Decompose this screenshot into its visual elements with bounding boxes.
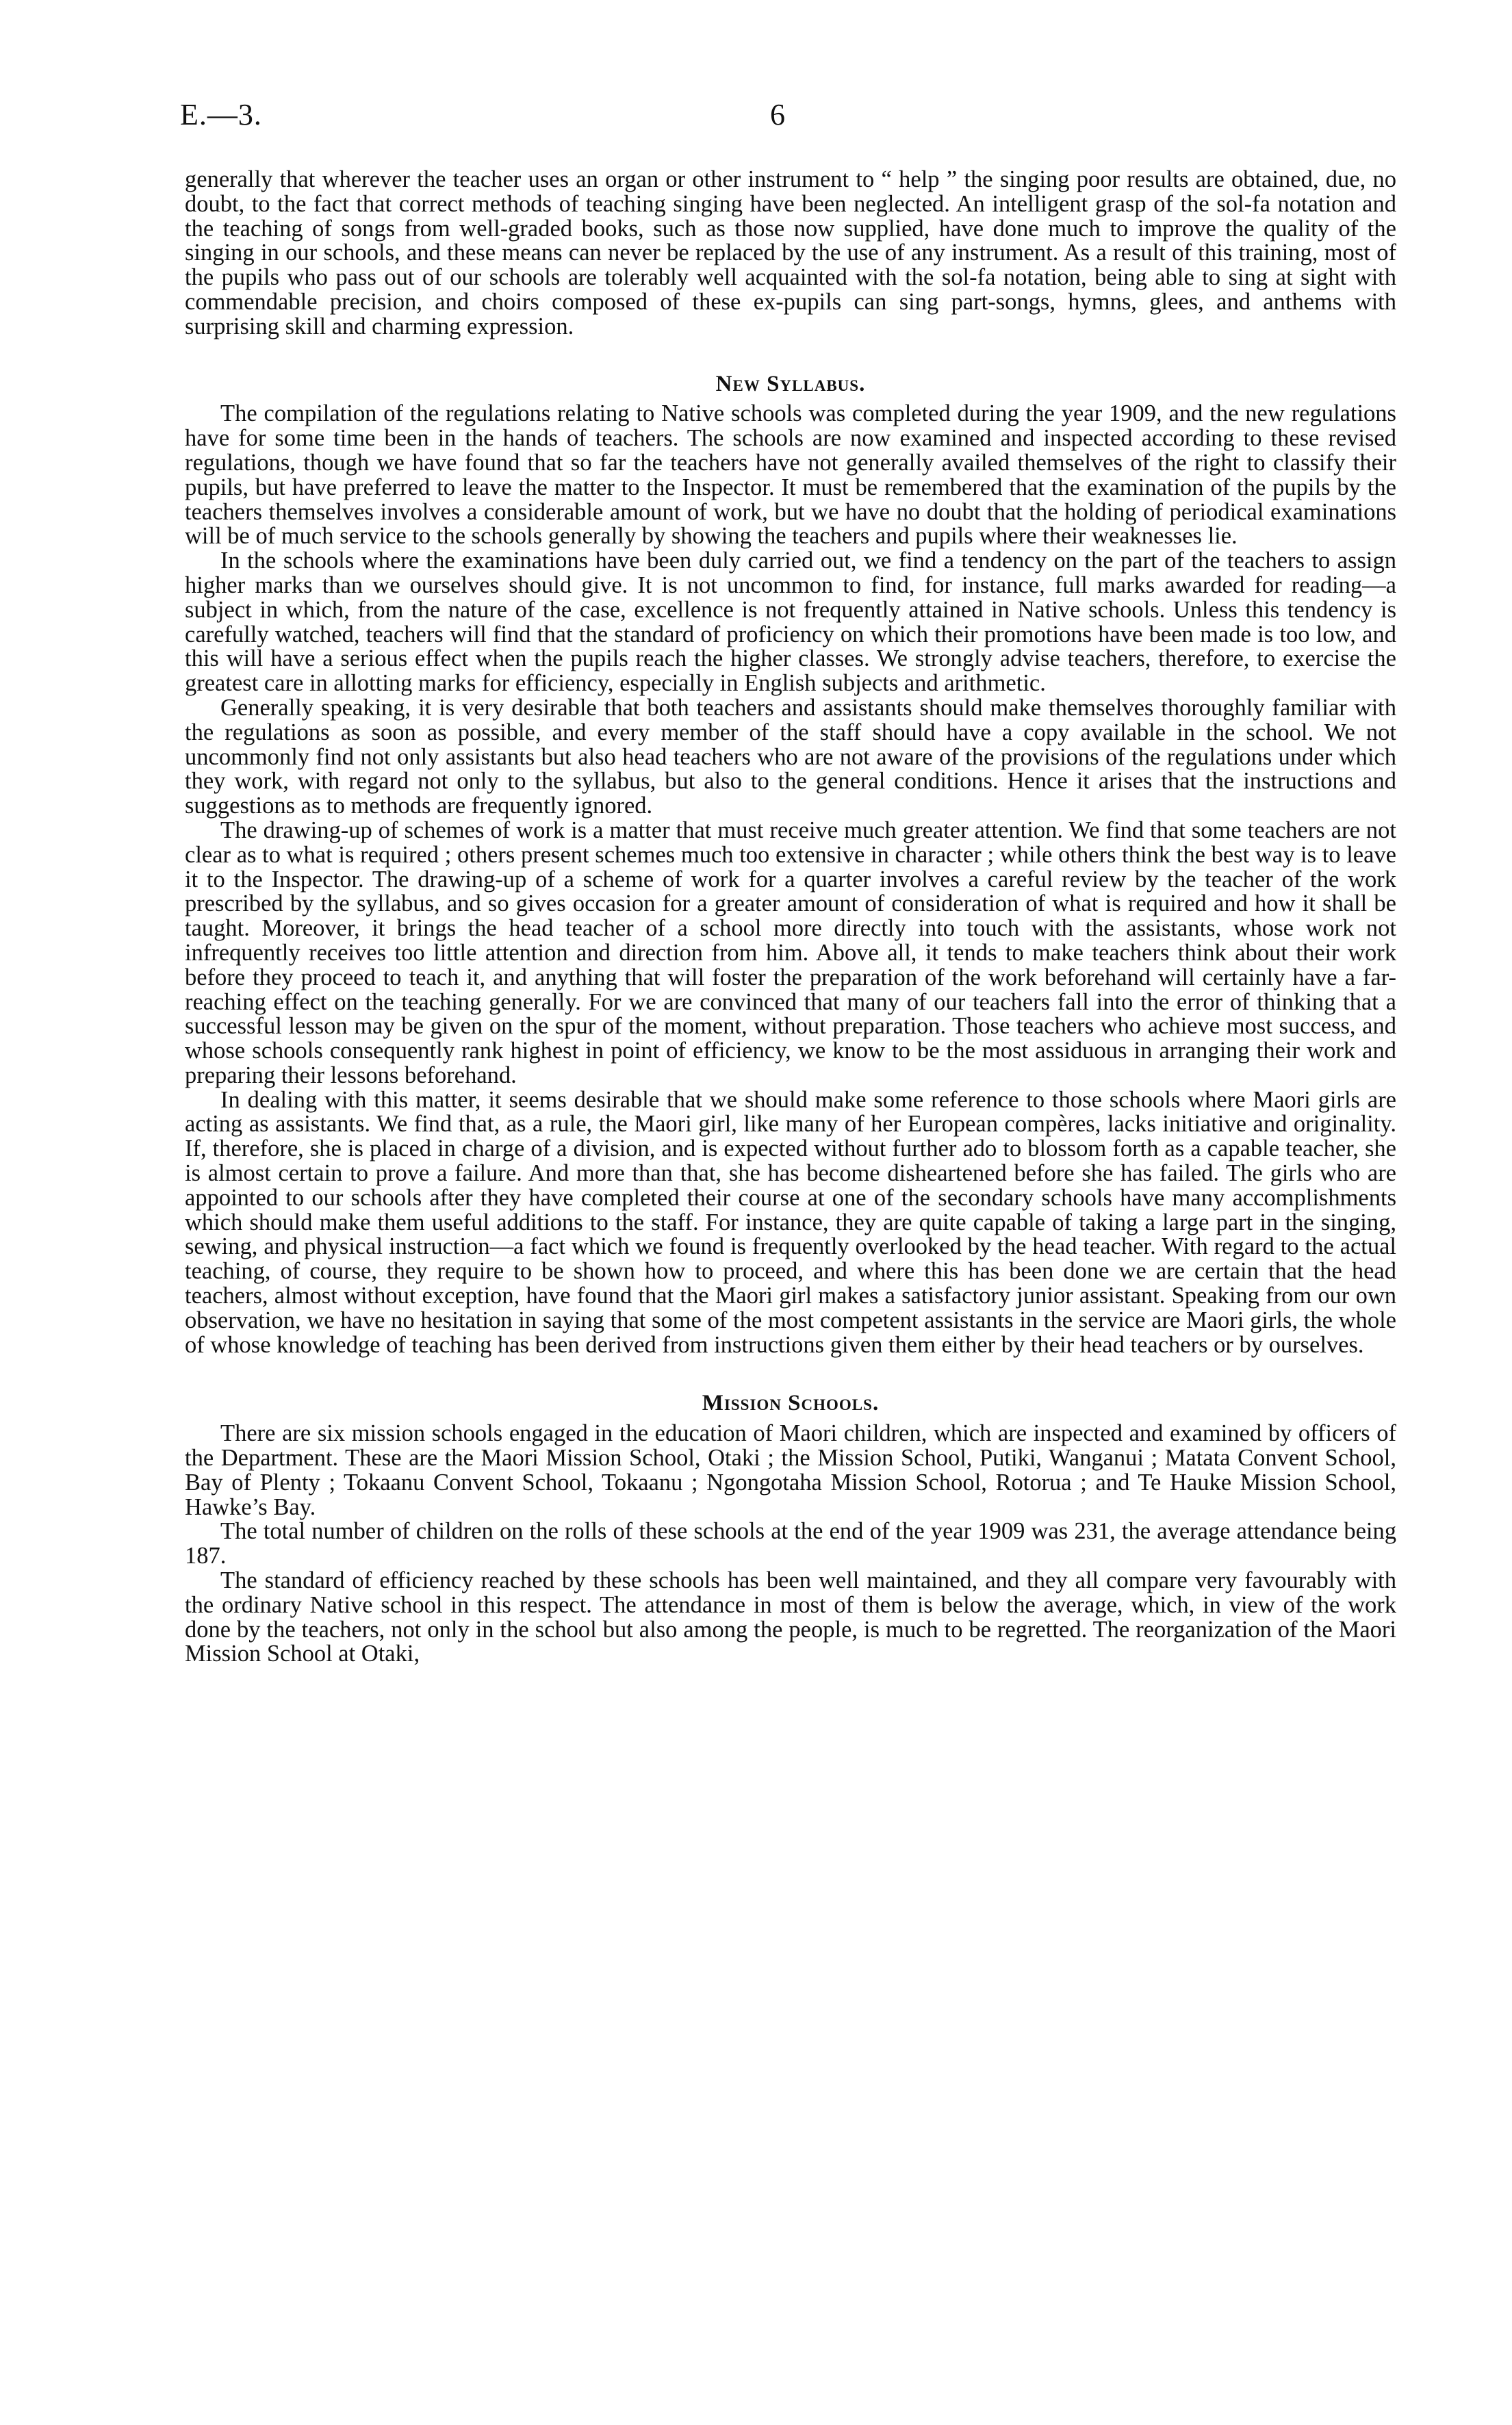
paragraph: The standard of efficiency reached by these schools has been well maintained, and they all compare very favourably with the ordinary Native school in this respect. The attendance in most of them is below the average, which, in view of the work done by the teachers, not only in the school but also among the people, is much to be regretted. The reorganization of the Maori Mission School at Otaki, [185,1567,1396,1667]
paragraph: The total number of children on the rolls of these schools at the end of the year 1909 was 231, the average attendance being 187. [185,1518,1396,1569]
section-heading-mission-schools: Mission Schools. [702,1391,880,1416]
paragraph: In dealing with this matter, it seems desirable that we should make some reference to those schools where Maori girls are acting as assistants. We find that, as a rule, the Maori girl, like many of her European compères, lacks initiative and originality. If, therefore, she is placed in charge of a division, and is expected without further ado to blossom forth as a capable teacher, she is almost certain to prove a failure. And more than that, she has become disheartened before she has failed. The girls who are appointed to our schools after they have completed their course at one of the secondary schools have many accomplishments which should make them useful additions to the staff. For instance, they are quite capable of taking a large part in the singing, sewing, and physical instruction—a fact which we found is frequently overlooked by the head teacher. With regard to the actual teaching, of course, they require to be shown how to proceed, and where this has been done we are certain that the head teachers, almost without exception, have found that the Maori girl makes a satisfactory junior assistant. Speaking from our own observation, we have no hesitation in saying that some of the most competent assistants in the service are Maori girls, the whole of whose knowledge of teaching has been derived from instructions given them either by their head teachers or by ourselves. [185,1086,1396,1358]
paragraph: In the schools where the examinations have been duly carried out, we find a tendency on the part of the teachers to assign higher marks than we ourselves should give. It is not uncommon to find, for instance, full marks awarded for reading—a subject in which, from the nature of the case, excellence is not frequently attained in Native schools. Unless this tendency is carefully watched, teachers will find that the standard of proficiency on which their promotions have been made is too low, and this will have a serious effect when the pupils reach the higher classes. We strongly advise teachers, therefore, to exercise the greatest care in allotting marks for efficiency, especially in English subjects and arithmetic. [185,548,1396,697]
paragraph: The compilation of the regulations relating to Native schools was completed during the year 1909, and the new regulations have for some time been in the hands of teachers. The schools are now examined and inspected according to these revised regulations, though we have found that so far the teachers have not generally availed themselves of the right to classify their pupils, but have preferred to leave the matter to the Inspector. It must be remembered that the examination of the pupils by the teachers themselves involves a considerable amount of work, but we have no doubt that the holding of periodical examinations will be of much service to the schools generally by showing the teachers and pupils where their weaknesses lie. [185,400,1396,550]
report-reference: E.—3. [180,98,262,131]
paragraph: The drawing-up of schemes of work is a matter that must receive much greater attention. We find that some teachers are not clear as to what is required ; others present schemes much too extensive in character ; while others think the best way is to leave it to the Inspector. The drawing-up of a scheme of work for a quarter involves a careful review by the teacher of the work prescribed by the syllabus, and so gives occasion for a greater amount of consideration of what is required and how it shall be taught. Moreover, it brings the head teacher of a school more directly into touch with the assistants, whose work not infrequently receives too little attention and direction from him. Above all, it tends to make teachers think about their work before they proceed to teach it, and anything that will foster the preparation of the work beforehand will certainly have a far-reaching effect on the teaching generally. For we are convinced that many of our teachers fall into the error of thinking that a successful lesson may be given on the spur of the moment, without preparation. Those teachers who achieve most success, and whose schools consequently rank highest in point of efficiency, we know to be the most assiduous in arranging their work and preparing their lessons beforehand. [185,817,1396,1088]
paragraph: Generally speaking, it is very desirable that both teachers and assistants should make themselves thoroughly familiar with the regulations as soon as possible, and every member of the staff should have a copy available in the school. We not uncommonly find not only assistants but also head teachers who are not aware of the provisions of the regulations under which they work, with regard not only to the syllabus, but also to the general conditions. Hence it arises that the instructions and suggestions as to methods are frequently ignored. [185,694,1396,819]
intro-paragraph: generally that wherever the teacher uses an organ or other instrument to “ help ” the singing poor results are obtained, due, no doubt, to the fact that correct methods of teaching singing have been neglected. An intelligent grasp of the sol-fa notation and the teaching of songs from well-graded books, such as those now supplied, have done much to improve the quality of the singing in our schools, and these means can never be replaced by the use of any instrument. As a result of this training, most of the pupils who pass out of our schools are tolerably well acquainted with the sol-fa notation, being able to sing at sight with commendable precision, and choirs composed of these ex-pupils can sing part-songs, hymns, glees, and anthems with surprising skill and charming expression. [185,166,1396,339]
page-header [180,97,1429,138]
section-heading-new-syllabus: New Syllabus. [715,371,866,396]
paragraph: There are six mission schools engaged in the education of Maori children, which are inspected and examined by officers of the Department. These are the Maori Mission School, Otaki ; the Mission School, Putiki, Wanganui ; Matata Convent School, Bay of Plenty ; Tokaanu Convent School, Tokaanu ; Ngongotaha Mission School, Rotorua ; and Te Hauke Mission School, Hawke’s Bay. [185,1420,1396,1520]
page-number: 6 [770,98,785,131]
document-body [185,168,1396,1667]
